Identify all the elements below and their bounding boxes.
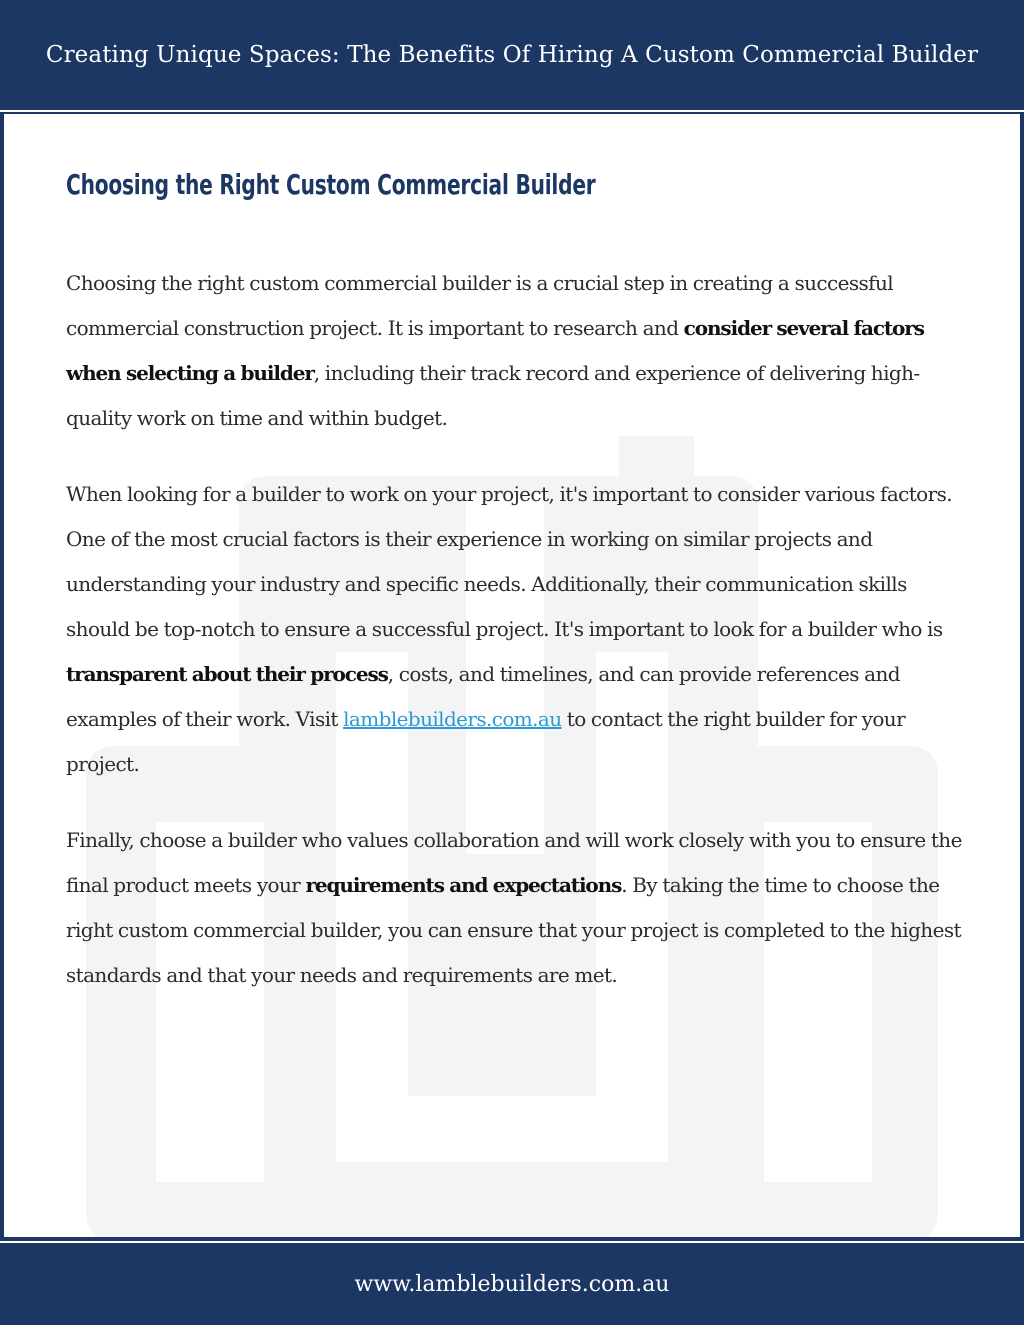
bold-phrase: transparent about their process xyxy=(66,662,388,686)
footer-url: www.lamblebuilders.com.au xyxy=(354,1271,670,1297)
article-body xyxy=(66,160,966,998)
website-link[interactable]: lamblebuilders.com.au xyxy=(343,707,562,731)
bold-phrase: requirements and expectations xyxy=(305,873,622,897)
paragraph-1 xyxy=(66,261,966,441)
paragraph-text: . By taking the time to choose the right custom commercial builder, you can ensure that your project is completed to the highest standards and that your needs and requirements are met. xyxy=(66,873,961,987)
page-footer xyxy=(0,1243,1024,1325)
paragraph-text: When looking for a builder to work on your project, it's important to consider various factors. One of the most crucial factors is their experience in working on similar projects and understanding your industry and specific needs. Additionally, their communication skills should be top-notch to ensure a successful project. It's important to look for a builder who is xyxy=(66,482,953,641)
section-heading: Choosing the Right Custom Commercial Builder xyxy=(66,168,596,201)
paragraph-2 xyxy=(66,472,966,787)
page-header xyxy=(0,0,1024,110)
document-title: Creating Unique Spaces: The Benefits Of Hiring A Custom Commercial Builder xyxy=(45,42,979,68)
paragraph-text: , costs, and timelines, and can provide references and examples of their work. Visit xyxy=(66,662,900,731)
paragraph-3 xyxy=(66,818,966,998)
paragraph-text: to contact the right builder for your project. xyxy=(66,707,906,776)
paragraph-text: Choosing the right custom commercial builder is a crucial step in creating a successful commercial construction project. It is important to research and xyxy=(66,271,894,340)
bold-phrase: consider several factors when selecting a builder xyxy=(66,316,924,385)
paragraph-text: , including their track record and experience of delivering high-quality work on time and within budget. xyxy=(66,361,920,430)
paragraph-text: Finally, choose a builder who values collaboration and will work closely with you to ensure the final product meets your xyxy=(66,828,962,897)
